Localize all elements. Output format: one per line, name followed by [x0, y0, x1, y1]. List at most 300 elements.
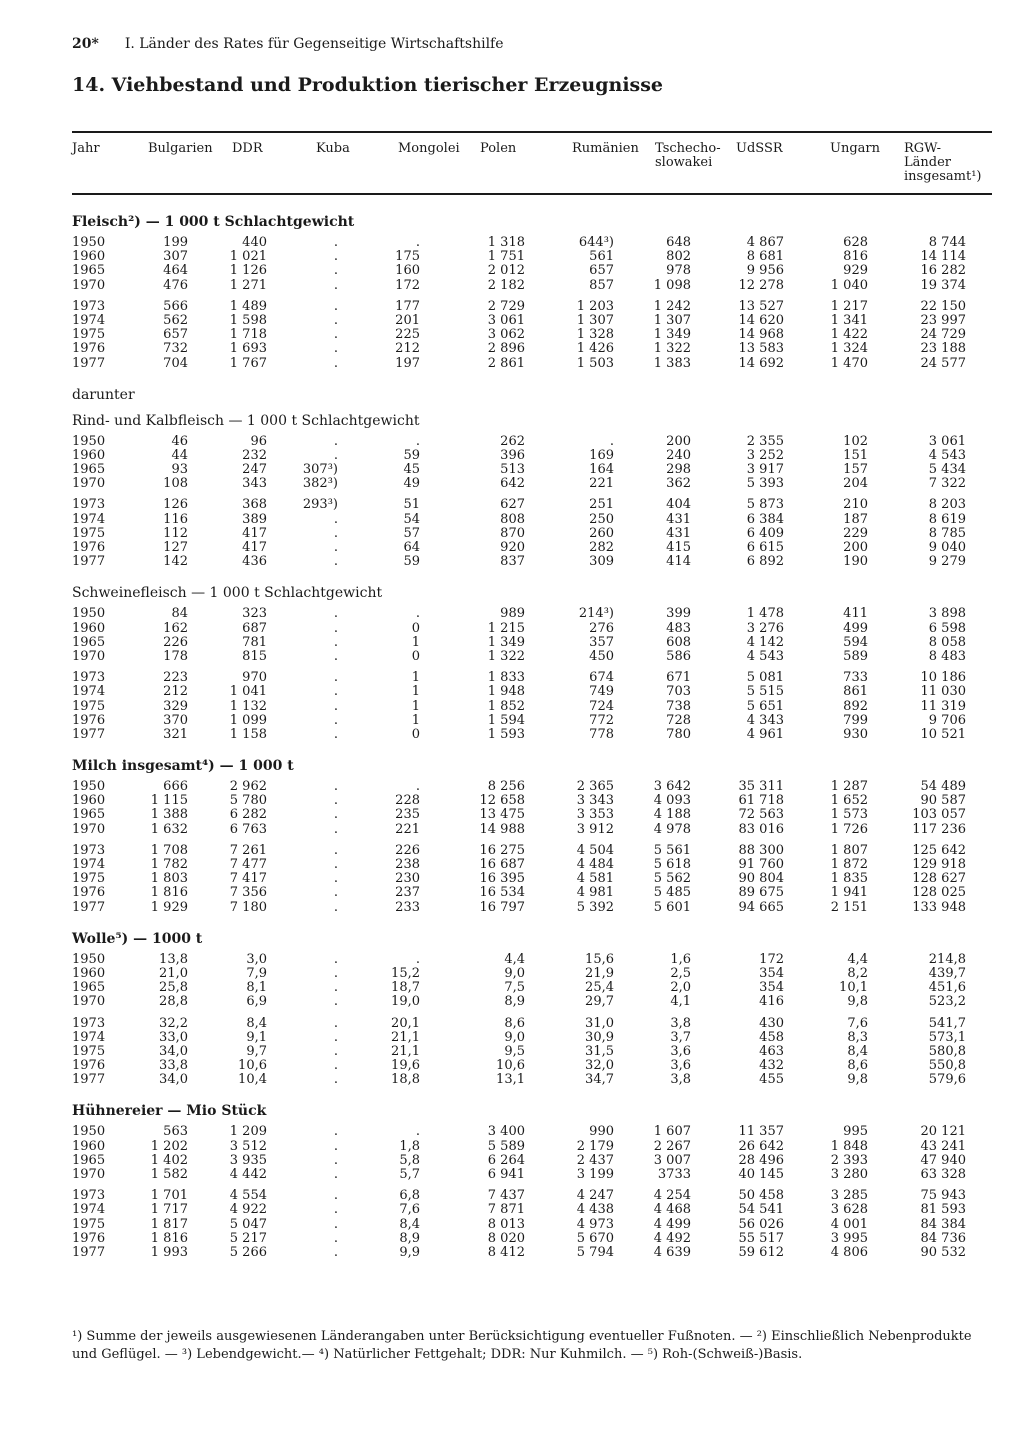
value-cell: 9,9: [399, 1244, 420, 1260]
value-cell: 3 995: [830, 1230, 868, 1246]
table-row: [0, 477, 1024, 491]
year-cell: 1970: [72, 476, 106, 492]
value-cell: 2 012: [487, 263, 525, 279]
value-cell: .: [333, 554, 338, 570]
value-cell: .: [415, 235, 420, 250]
table-row: [0, 328, 1024, 342]
year-cell: 1975: [72, 871, 106, 887]
value-cell: 10,1: [839, 980, 868, 996]
value-cell: 16 282: [920, 263, 966, 279]
value-cell: 563: [163, 1124, 188, 1140]
value-cell: 251: [589, 497, 614, 513]
value-cell: 43 241: [920, 1138, 966, 1154]
table-row: [0, 1168, 1024, 1182]
value-cell: 6 598: [928, 620, 966, 636]
value-cell: 309: [589, 554, 614, 570]
value-cell: 16 275: [479, 842, 525, 858]
value-cell: 29,7: [585, 994, 614, 1010]
year-cell: 1977: [72, 899, 106, 915]
value-cell: .: [333, 842, 338, 858]
value-cell: 431: [666, 511, 691, 527]
value-cell: 14 988: [479, 821, 525, 837]
value-cell: 451,6: [928, 980, 966, 996]
value-cell: 4 581: [576, 871, 614, 887]
year-cell: 1977: [72, 726, 106, 742]
value-cell: 16 534: [479, 885, 525, 901]
value-cell: 59: [403, 554, 420, 570]
value-cell: 5 670: [576, 1230, 614, 1246]
value-cell: 989: [500, 606, 525, 622]
value-cell: 8 013: [487, 1216, 525, 1232]
value-cell: 54 489: [920, 779, 966, 795]
value-cell: 3,0: [246, 951, 267, 967]
value-cell: 4 484: [576, 857, 614, 872]
value-cell: 1 322: [487, 648, 525, 664]
value-cell: 815: [242, 648, 267, 664]
table-row: [0, 872, 1024, 886]
value-cell: 4 001: [830, 1216, 868, 1232]
value-cell: 4 188: [653, 807, 691, 823]
year-cell: 1976: [72, 540, 106, 555]
value-cell: 229: [843, 525, 868, 541]
value-cell: 20 121: [920, 1124, 966, 1140]
value-cell: 10 186: [920, 670, 966, 686]
value-cell: 389: [242, 511, 267, 527]
value-cell: 28,8: [159, 994, 188, 1010]
year-cell: 1960: [72, 793, 106, 809]
value-cell: 1 941: [830, 885, 868, 901]
value-cell: 8,4: [246, 1015, 267, 1031]
value-cell: 1 040: [830, 277, 868, 293]
value-cell: 12 658: [479, 793, 525, 809]
value-cell: 13,8: [159, 951, 188, 967]
value-cell: .: [415, 779, 420, 795]
value-cell: 4 639: [653, 1244, 691, 1260]
value-cell: 9,1: [246, 1029, 267, 1045]
value-cell: 354: [759, 965, 784, 981]
year-cell: 1973: [72, 497, 106, 513]
value-cell: 172: [395, 277, 420, 293]
year-cell: 1965: [72, 980, 106, 996]
value-cell: 59 612: [738, 1244, 784, 1260]
value-cell: 6,8: [399, 1188, 420, 1204]
value-cell: 54 541: [738, 1202, 784, 1218]
value-cell: 15,2: [391, 965, 420, 981]
value-cell: 13 583: [738, 341, 784, 357]
value-cell: 5 601: [653, 899, 691, 915]
value-cell: 892: [843, 698, 868, 714]
value-cell: 282: [589, 540, 614, 555]
value-cell: 2 151: [830, 899, 868, 915]
value-cell: 50 458: [738, 1188, 784, 1204]
year-cell: 1977: [72, 355, 106, 371]
value-cell: 2 437: [576, 1152, 614, 1168]
value-cell: .: [333, 899, 338, 915]
value-cell: 1 422: [830, 327, 868, 343]
value-cell: 31,0: [585, 1015, 614, 1031]
value-cell: .: [415, 433, 420, 449]
value-cell: 733: [843, 670, 868, 686]
value-cell: 276: [589, 620, 614, 636]
value-cell: 1 115: [150, 793, 188, 809]
value-cell: 8 681: [746, 249, 784, 265]
value-cell: 28 496: [738, 1152, 784, 1168]
value-cell: 260: [589, 525, 614, 541]
value-cell: 8 058: [928, 634, 966, 650]
row-group: [0, 300, 1024, 371]
value-cell: 1 388: [150, 807, 188, 823]
value-cell: 343: [242, 476, 267, 492]
value-cell: 3 007: [653, 1152, 691, 1168]
table-row: [0, 685, 1024, 699]
year-cell: 1960: [72, 447, 106, 463]
value-cell: .: [333, 249, 338, 265]
year-cell: 1973: [72, 670, 106, 686]
value-cell: 1 307: [653, 312, 691, 328]
value-cell: 857: [589, 277, 614, 293]
value-cell: 2 861: [487, 355, 525, 371]
value-cell: 1 816: [150, 885, 188, 901]
value-cell: 321: [163, 726, 188, 742]
table-section: [0, 929, 1024, 1088]
value-cell: 1 271: [229, 277, 267, 293]
value-cell: 1 767: [229, 355, 267, 371]
value-cell: 108: [163, 476, 188, 492]
year-cell: 1965: [72, 462, 106, 478]
value-cell: 49: [403, 476, 420, 492]
value-cell: 293³): [302, 497, 338, 513]
value-cell: 749: [589, 684, 614, 700]
value-cell: 7,9: [246, 965, 267, 981]
column-header: Rumänien: [572, 141, 639, 156]
value-cell: 1 349: [653, 327, 691, 343]
value-cell: 2 355: [746, 433, 784, 449]
value-cell: 112: [163, 525, 188, 541]
value-cell: 8,6: [504, 1015, 525, 1031]
value-cell: 5 562: [653, 871, 691, 887]
value-cell: 210: [843, 497, 868, 513]
value-cell: 2 896: [487, 341, 525, 357]
value-cell: .: [333, 298, 338, 314]
value-cell: 2 729: [487, 298, 525, 314]
value-cell: 995: [843, 1124, 868, 1140]
value-cell: 463: [759, 1043, 784, 1059]
value-cell: 1 693: [229, 341, 267, 357]
year-cell: 1950: [72, 606, 106, 622]
value-cell: 399: [666, 606, 691, 622]
value-cell: 1,8: [399, 1138, 420, 1154]
value-cell: 4 343: [746, 712, 784, 728]
value-cell: .: [333, 1043, 338, 1059]
value-cell: 3,7: [670, 1029, 691, 1045]
value-cell: 1: [411, 698, 420, 714]
value-cell: 200: [666, 433, 691, 449]
value-cell: 177: [395, 298, 420, 314]
footnotes: [72, 1328, 992, 1364]
value-cell: .: [333, 1072, 338, 1088]
value-cell: 221: [589, 476, 614, 492]
value-cell: 738: [666, 698, 691, 714]
value-cell: 414: [666, 554, 691, 570]
table-body: [0, 212, 1024, 1267]
column-header: Ungarn: [830, 141, 880, 156]
value-cell: 1 126: [229, 263, 267, 279]
value-cell: 169: [589, 447, 614, 463]
value-cell: 221: [395, 821, 420, 837]
table-row: [0, 714, 1024, 728]
value-cell: 724: [589, 698, 614, 714]
value-cell: 329: [163, 698, 188, 714]
value-cell: 3 062: [487, 327, 525, 343]
year-cell: 1974: [72, 1029, 106, 1045]
table-row: [0, 607, 1024, 621]
value-cell: 1 324: [830, 341, 868, 357]
value-cell: 561: [589, 249, 614, 265]
value-cell: 19,0: [391, 994, 420, 1010]
value-cell: 6 892: [746, 554, 784, 570]
value-cell: 90 587: [920, 793, 966, 809]
value-cell: 458: [759, 1029, 784, 1045]
value-cell: 18,8: [391, 1072, 420, 1088]
value-cell: 1 803: [150, 871, 188, 887]
value-cell: 133 948: [912, 899, 966, 915]
table-row: [0, 886, 1024, 900]
value-cell: 3 353: [576, 807, 614, 823]
value-cell: 10,6: [238, 1058, 267, 1074]
value-cell: 1 817: [150, 1216, 188, 1232]
value-cell: 8,9: [399, 1230, 420, 1246]
value-cell: 2 962: [229, 779, 267, 795]
row-group: [0, 435, 1024, 492]
year-cell: 1965: [72, 1152, 106, 1168]
table-row: [0, 823, 1024, 837]
value-cell: .: [333, 670, 338, 686]
value-cell: .: [333, 235, 338, 250]
value-cell: 5 794: [576, 1244, 614, 1260]
value-cell: 8 412: [487, 1244, 525, 1260]
value-cell: 14 620: [738, 312, 784, 328]
column-header: Kuba: [316, 141, 350, 156]
value-cell: 1 041: [229, 684, 267, 700]
year-cell: 1975: [72, 698, 106, 714]
value-cell: 1 503: [576, 355, 614, 371]
value-cell: 1 872: [830, 857, 868, 872]
footnote-line: und Geflügel. — ³) Lebendgewicht.— ⁴) Natürlicher Fettgehalt; DDR: Nur Kuhmilch. — ⁵) Roh-(Schweiß-)Basis.: [72, 1347, 803, 1362]
year-cell: 1960: [72, 965, 106, 981]
value-cell: 14 114: [920, 249, 966, 265]
value-cell: 3 912: [576, 821, 614, 837]
section-subheading: darunter: [72, 386, 135, 403]
value-cell: 5 780: [229, 793, 267, 809]
row-group: [0, 1017, 1024, 1088]
value-cell: 1 993: [150, 1244, 188, 1260]
value-cell: 25,8: [159, 980, 188, 996]
value-cell: 20,1: [391, 1015, 420, 1031]
value-cell: 35 311: [738, 779, 784, 795]
year-cell: 1976: [72, 712, 106, 728]
value-cell: 1 573: [830, 807, 868, 823]
table-row: [0, 858, 1024, 872]
year-cell: 1965: [72, 634, 106, 650]
value-cell: 513: [500, 462, 525, 478]
value-cell: 8 744: [928, 235, 966, 250]
value-cell: 9,5: [504, 1043, 525, 1059]
value-cell: 7 180: [229, 899, 267, 915]
value-cell: 657: [589, 263, 614, 279]
value-cell: 63 328: [920, 1167, 966, 1182]
value-cell: 214,8: [928, 951, 966, 967]
year-cell: 1975: [72, 1043, 106, 1059]
value-cell: 9,0: [504, 1029, 525, 1045]
table-row: [0, 808, 1024, 822]
value-cell: 5 515: [746, 684, 784, 700]
value-cell: 1 929: [150, 899, 188, 915]
value-cell: 4,1: [670, 994, 691, 1010]
value-cell: 323: [242, 606, 267, 622]
table-section: [0, 212, 1024, 371]
value-cell: 6 615: [746, 540, 784, 555]
value-cell: 5 618: [653, 857, 691, 872]
value-cell: 88 300: [738, 842, 784, 858]
value-cell: 1 318: [487, 235, 525, 250]
value-cell: 13 527: [738, 298, 784, 314]
section-title: Wolle⁵) — 1000 t: [72, 930, 203, 947]
value-cell: 2 182: [487, 277, 525, 293]
value-cell: 4 543: [746, 648, 784, 664]
value-cell: 627: [500, 497, 525, 513]
column-header: RGW- Länder insgesamt¹): [904, 141, 982, 184]
value-cell: 3 199: [576, 1167, 614, 1182]
column-header: DDR: [232, 141, 263, 156]
value-cell: 1 717: [150, 1202, 188, 1218]
table-row: [0, 1154, 1024, 1168]
value-cell: 7 477: [229, 857, 267, 872]
value-cell: 8 785: [928, 525, 966, 541]
value-cell: 589: [843, 648, 868, 664]
value-cell: 2 179: [576, 1138, 614, 1154]
value-cell: 307³): [302, 462, 338, 478]
year-cell: 1960: [72, 249, 106, 265]
year-cell: 1977: [72, 1244, 106, 1260]
value-cell: 644³): [578, 235, 614, 250]
row-group: [0, 1189, 1024, 1260]
value-cell: 19 374: [920, 277, 966, 293]
value-cell: 1 470: [830, 355, 868, 371]
row-group: [0, 1125, 1024, 1182]
value-cell: .: [333, 1188, 338, 1204]
running-head: [72, 36, 504, 52]
table-row: [0, 1125, 1024, 1139]
value-cell: 628: [843, 235, 868, 250]
value-cell: 499: [843, 620, 868, 636]
table-row: [0, 844, 1024, 858]
value-cell: 5 047: [229, 1216, 267, 1232]
value-cell: 6 282: [229, 807, 267, 823]
year-cell: 1976: [72, 1058, 106, 1074]
value-cell: 237: [395, 885, 420, 901]
value-cell: .: [333, 620, 338, 636]
value-cell: 3 061: [487, 312, 525, 328]
value-cell: 5 485: [653, 885, 691, 901]
value-cell: 11 319: [920, 698, 966, 714]
year-cell: 1975: [72, 327, 106, 343]
value-cell: 1 816: [150, 1230, 188, 1246]
value-cell: 233: [395, 899, 420, 915]
value-cell: 657: [163, 327, 188, 343]
value-cell: 1 099: [229, 712, 267, 728]
value-cell: .: [333, 263, 338, 279]
value-cell: 32,0: [585, 1058, 614, 1074]
table-row: [0, 780, 1024, 794]
value-cell: 40 145: [738, 1167, 784, 1182]
value-cell: 127: [163, 540, 188, 555]
value-cell: 4 093: [653, 793, 691, 809]
year-cell: 1970: [72, 1167, 106, 1182]
value-cell: 3 343: [576, 793, 614, 809]
value-cell: 4 247: [576, 1188, 614, 1204]
year-cell: 1974: [72, 511, 106, 527]
value-cell: 4 142: [746, 634, 784, 650]
table-row: [0, 650, 1024, 664]
value-cell: 178: [163, 648, 188, 664]
value-cell: 579,6: [928, 1072, 966, 1088]
section-title: Milch insgesamt⁴) — 1 000 t: [72, 758, 294, 775]
year-cell: 1970: [72, 277, 106, 293]
table-row: [0, 1246, 1024, 1260]
table-row: [0, 498, 1024, 512]
value-cell: 307: [163, 249, 188, 265]
value-cell: 8 203: [928, 497, 966, 513]
value-cell: 1 948: [487, 684, 525, 700]
value-cell: 8,9: [504, 994, 525, 1010]
value-cell: 25,4: [585, 980, 614, 996]
year-cell: 1950: [72, 779, 106, 795]
value-cell: 802: [666, 249, 691, 265]
table-row: [0, 541, 1024, 555]
table-row: [0, 555, 1024, 569]
value-cell: 226: [163, 634, 188, 650]
value-cell: 439,7: [928, 965, 966, 981]
column-header: Mongolei: [398, 141, 460, 156]
value-cell: .: [333, 277, 338, 293]
value-cell: 16 797: [479, 899, 525, 915]
value-cell: 21,1: [391, 1043, 420, 1059]
value-cell: 5 393: [746, 476, 784, 492]
value-cell: 228: [395, 793, 420, 809]
value-cell: 4,4: [847, 951, 868, 967]
page-number: 20*: [72, 36, 99, 52]
value-cell: .: [333, 857, 338, 872]
value-cell: 3733: [657, 1167, 691, 1182]
value-cell: 45: [403, 462, 420, 478]
value-cell: 128 627: [912, 871, 966, 887]
value-cell: 26 642: [738, 1138, 784, 1154]
value-cell: 1 209: [229, 1124, 267, 1140]
value-cell: 3 061: [928, 433, 966, 449]
table-row: [0, 636, 1024, 650]
value-cell: 31,5: [585, 1043, 614, 1059]
value-cell: 129 918: [912, 857, 966, 872]
value-cell: 34,0: [159, 1043, 188, 1059]
value-cell: 1 202: [150, 1138, 188, 1154]
value-cell: 94 665: [738, 899, 784, 915]
value-cell: .: [333, 807, 338, 823]
value-cell: 51: [403, 497, 420, 513]
running-head-text: I. Länder des Rates für Gegenseitige Wirtschaftshilfe: [124, 36, 504, 52]
value-cell: 7 437: [487, 1188, 525, 1204]
value-cell: 464: [163, 263, 188, 279]
row-group: [0, 498, 1024, 569]
